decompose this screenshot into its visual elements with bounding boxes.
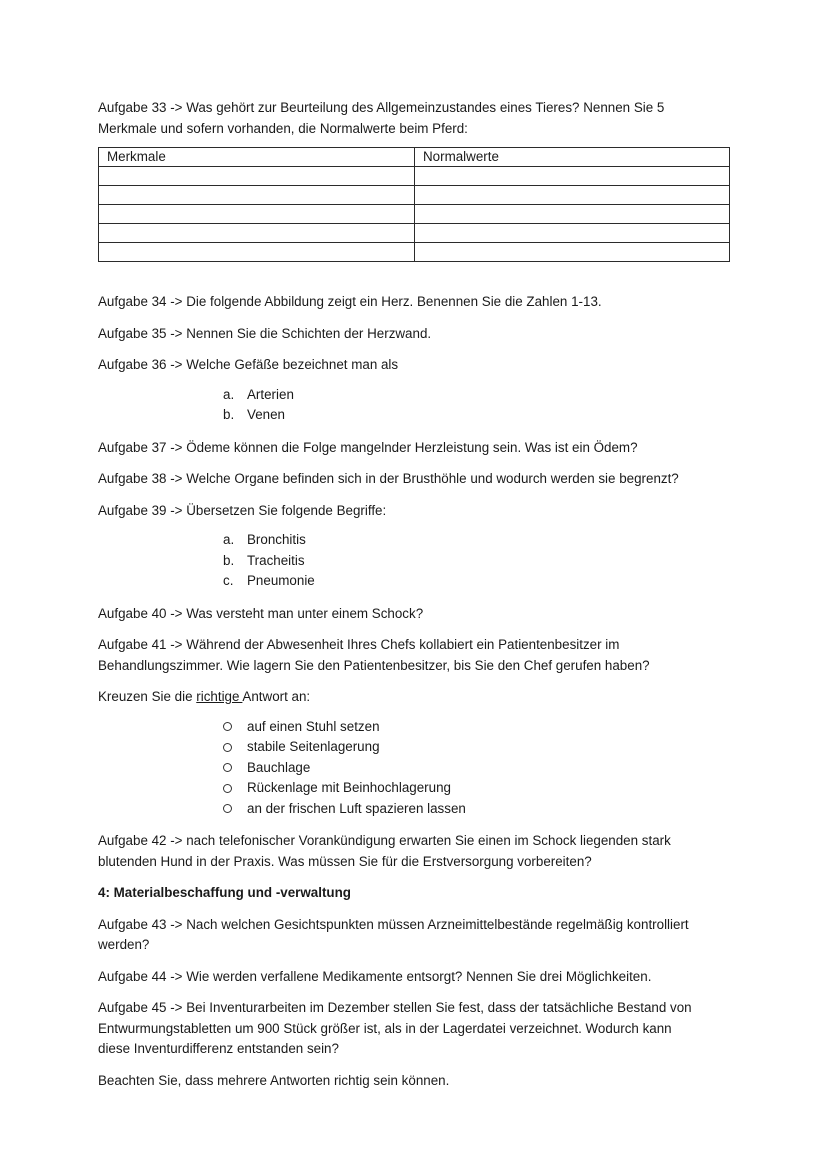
answer-option[interactable] [223,758,734,779]
vessel-list [98,385,734,426]
list-item-label: Pneumonie [247,573,315,588]
worksheet-page [98,98,734,1102]
note-text: Beachten Sie, dass mehrere Antworten richtig sein können. [98,1072,450,1088]
table-cell[interactable] [99,205,415,224]
question-34: Aufgabe 34 -> Die folgende Abbildung zeigt ein Herz. Benennen Sie die Zahlen 1-13. [98,294,602,309]
table-row [99,205,730,224]
list-item [223,385,734,406]
question-45-line-1: Aufgabe 45 -> Bei Inventurarbeiten im Dezember stellen Sie fest, dass der tatsächliche Bestand von [98,1000,692,1015]
question-33 [98,98,734,139]
checkbox-circle-icon[interactable] [223,784,232,793]
question-43-line-1: Aufgabe 43 -> Nach welchen Gesichtspunkten müssen Arzneimittelbestände regelmäßig kontrolliert [98,916,689,932]
answer-option[interactable] [223,717,734,738]
list-item-label: Tracheitis [247,552,305,568]
table-cell[interactable] [99,186,415,205]
table-header-normalwerte: Normalwerte [415,148,730,167]
list-item [223,571,734,592]
list-item-label: Venen [247,407,285,422]
question-45-line-2: Entwurmungstabletten um 900 Stück größer ist, als in der Lagerdatei verzeichnet. Wodurch kann [98,1020,672,1036]
question-33-line-1: Aufgabe 33 -> Was gehört zur Beurteilung des Allgemeinzustandes eines Tieres? Nennen Sie 5 [98,100,665,115]
terms-list [98,530,734,592]
question-43-line-2: werden? [98,937,150,952]
table-cell[interactable] [99,224,415,243]
question-45 [98,998,734,1060]
table-header-row [99,148,730,167]
question-42 [98,831,734,872]
question-36: Aufgabe 36 -> Welche Gefäße bezeichnet man als [98,357,399,372]
question-44: Aufgabe 44 -> Wie werden verfallene Medikamente entsorgt? Nennen Sie drei Möglichkeiten. [98,968,652,984]
question-39: Aufgabe 39 -> Übersetzen Sie folgende Begriffe: [98,502,387,518]
list-item [223,405,734,426]
question-41 [98,635,734,676]
instruction-underlined: richtige [196,689,243,704]
table-cell[interactable] [415,167,730,186]
table-row [99,186,730,205]
question-45-line-3: diese Inventurdifferenz entstanden sein? [98,1041,339,1056]
option-label: an der frischen Luft spazieren lassen [247,800,466,816]
list-item-label: Arterien [247,386,294,402]
question-42-line-1: Aufgabe 42 -> nach telefonischer Vorankündigung erwarten Sie einen im Schock liegenden stark [98,833,671,848]
table-cell[interactable] [415,186,730,205]
answer-option[interactable] [223,737,734,758]
list-marker: a. [223,532,235,547]
table-header-merkmale: Merkmale [99,148,415,167]
table-row [99,224,730,243]
list-marker: c. [223,573,234,588]
checkbox-circle-icon[interactable] [223,763,232,772]
question-42-line-2: blutenden Hund in der Praxis. Was müssen Sie für die Erstversorgung vorbereiten? [98,853,592,869]
instruction-text [98,687,734,708]
checkbox-circle-icon[interactable] [223,743,232,752]
table-row [99,243,730,262]
answer-options [98,717,734,820]
instruction-before: Kreuzen Sie die [98,689,197,704]
question-33-line-2: Merkmale und sofern vorhanden, die Normalwerte beim Pferd: [98,120,468,136]
table-cell[interactable] [99,167,415,186]
table-cell[interactable] [415,205,730,224]
list-item-label: Bronchitis [247,532,306,547]
list-item [223,530,734,551]
question-37: Aufgabe 37 -> Ödeme können die Folge mangelnder Herzleistung sein. Was ist ein Ödem? [98,439,638,455]
section-heading: 4: Materialbeschaffung und -verwaltung [98,885,351,900]
option-label: Bauchlage [247,759,311,775]
option-label: stabile Seitenlagerung [247,739,380,754]
list-item [223,551,734,572]
list-marker: b. [223,407,235,422]
table-cell[interactable] [415,224,730,243]
instruction-after: Antwort an: [242,689,311,704]
table-cell[interactable] [99,243,415,262]
question-35: Aufgabe 35 -> Nennen Sie die Schichten der Herzwand. [98,325,432,341]
question-41-line-1: Aufgabe 41 -> Während der Abwesenheit Ihres Chefs kollabiert ein Patientenbesitzer im [98,637,620,652]
list-marker: a. [223,386,235,402]
answer-table-33 [98,147,730,262]
option-label: Rückenlage mit Beinhochlagerung [247,780,451,795]
option-label: auf einen Stuhl setzen [247,718,380,734]
question-40: Aufgabe 40 -> Was versteht man unter einem Schock? [98,605,424,621]
answer-option[interactable] [223,799,734,820]
checkbox-circle-icon[interactable] [223,722,232,731]
table-cell[interactable] [415,243,730,262]
list-marker: b. [223,552,235,568]
question-41-line-2: Behandlungszimmer. Wie lagern Sie den Patientenbesitzer, bis Sie den Chef gerufen haben? [98,657,650,673]
answer-option[interactable] [223,778,734,799]
table-row [99,167,730,186]
question-43 [98,915,734,956]
checkbox-circle-icon[interactable] [223,804,232,813]
question-38: Aufgabe 38 -> Welche Organe befinden sich in der Brusthöhle und wodurch werden sie begrenzt? [98,471,679,486]
